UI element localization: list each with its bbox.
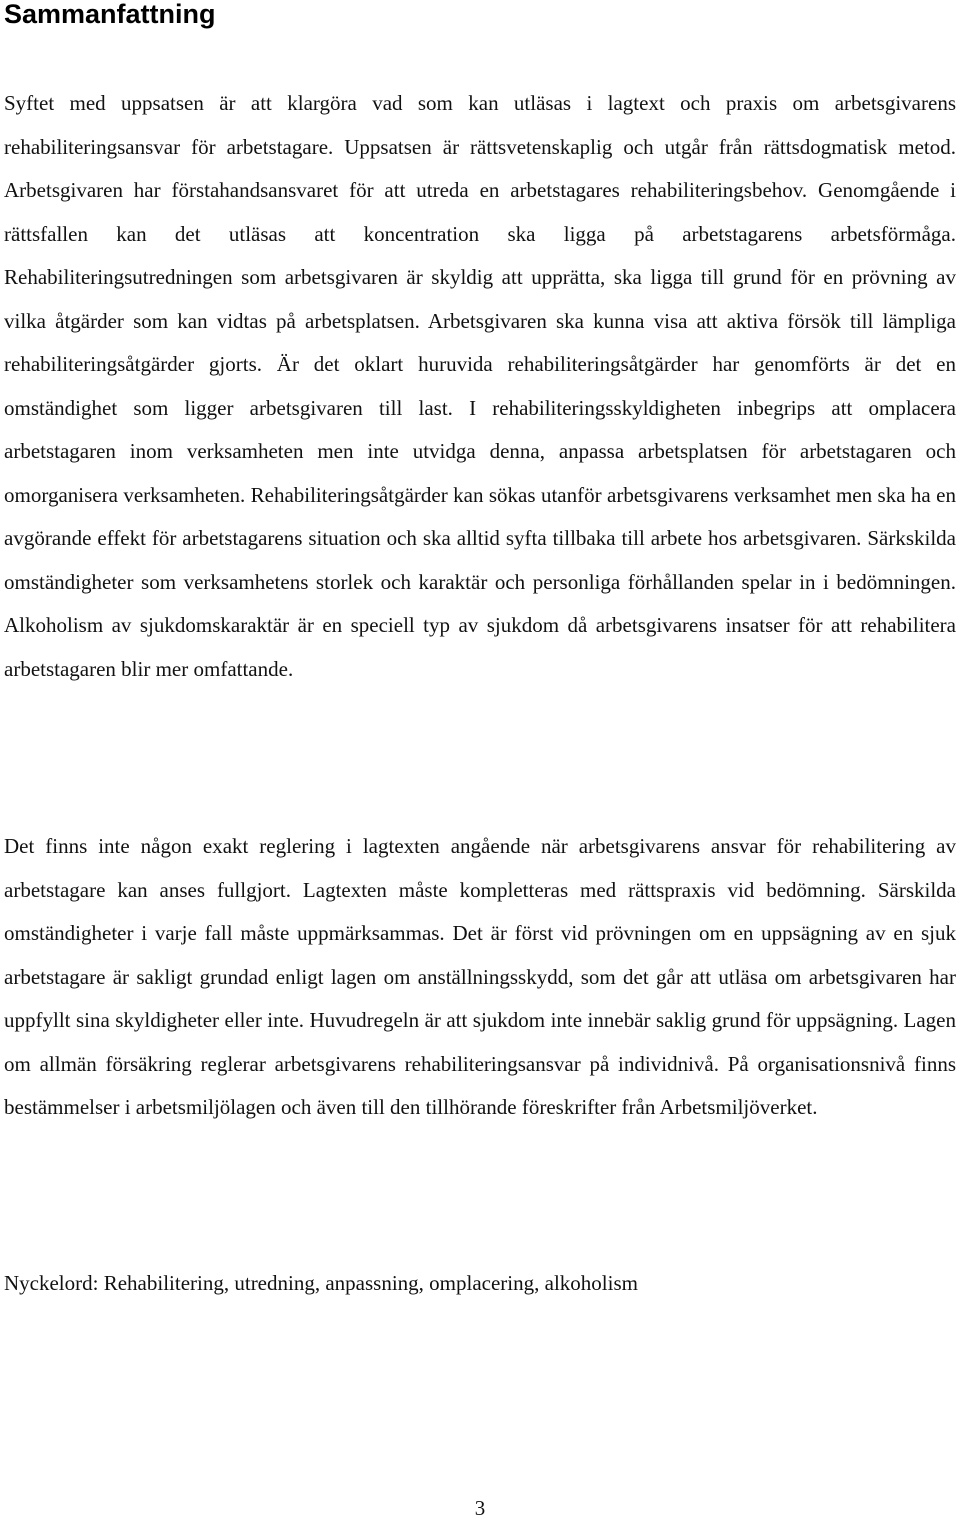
page-number: 3 (474, 1496, 486, 1520)
keywords-line: Nyckelord: Rehabilitering, utredning, anpassning, omplacering, alkoholism (4, 1271, 638, 1295)
summary-paragraph-2: Det finns inte någon exakt reglering i lagtexten angående när arbetsgivarens ansvar för rehabilitering av arbetstagare kan anses fullgjort. Lagtexten måste kompletteras med rättspraxis vid bedömning. Särskilda omständigheter i varje fall måste uppmärksammas. Det är först vid prövningen om en uppsägning av en sjuk arbetstagare är sakligt grundad enligt lagen om anställningsskydd, som det går att utläsa om arbetsgivaren har uppfyllt sina skyldigheter eller inte. Huvudregeln är att sjukdom inte innebär saklig grund för uppsägning. Lagen om allmän försäkring reglerar arbetsgivarens rehabiliteringsansvar på individnivå. På organisationsnivå finns bestämmelser i arbetsmiljölagen och även till den tillhörande föreskrifter från Arbetsmiljöverket. (4, 834, 956, 1119)
page-heading: Sammanfattning (4, 0, 216, 29)
summary-paragraph-1: Syftet med uppsatsen är att klargöra vad som kan utläsas i lagtext och praxis om arbetsgivarens rehabiliteringsansvar för arbetstagare. Uppsatsen är rättsvetenskaplig och utgår från rättsdogmatisk metod. Arbetsgivaren har förstahandsansvaret för att utreda en arbetstagares rehabiliteringsbehov. Genomgående i rättsfallen kan det utläsas att koncentration ska ligga på arbetstagarens arbetsförmåga. Rehabiliteringsutredningen som arbetsgivaren är skyldig att upprätta, ska ligga till grund för en prövning av vilka åtgärder som kan vidtas på arbetsplatsen. Arbetsgivaren ska kunna visa att aktiva försök till lämpliga rehabiliteringsåtgärder gjorts. Är det oklart huruvida rehabiliteringsåtgärder har genomförts är det en omständighet som ligger arbetsgivaren till last. I rehabiliteringsskyldigheten inbegrips att omplacera arbetstagaren inom verksamheten men inte utvidga denna, anpassa arbetsplatsen för arbetstagaren och omorganisera verksamheten. Rehabiliteringsåtgärder kan sökas utanför arbetsgivarens verksamhet men ska ha en avgörande effekt för arbetstagarens situation och ska alltid syfta tillbaka till arbete hos arbetsgivaren. Särkskilda omständigheter som verksamhetens storlek och karaktär och personliga förhållanden spelar in i bedömningen. Alkoholism av sjukdomskaraktär är en speciell typ av sjukdom då arbetsgivarens insatser för att rehabilitera arbetstagaren blir mer omfattande. (4, 91, 956, 681)
